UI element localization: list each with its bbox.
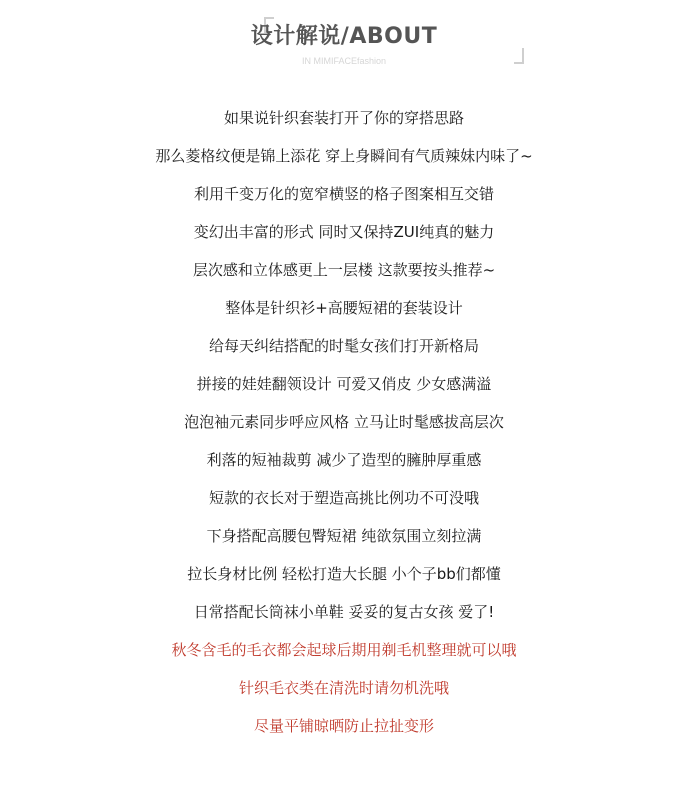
description-line: 日常搭配长筒袜小单鞋 妥妥的复古女孩 爱了! (193, 603, 495, 621)
description-line: 如果说针织套装打开了你的穿搭思路 (223, 109, 464, 127)
description-line: 利用千变万化的宽窄横竖的格子图案相互交错 (193, 185, 494, 203)
description-line: 拼接的娃娃翻领设计 可爱又俏皮 少女感满溢 (196, 375, 492, 393)
corner-bracket-bottom-right (514, 48, 524, 64)
description-line: 变幻出丰富的形式 同时又保持ZUI纯真的魅力 (193, 223, 495, 241)
description-line: 给每天纠结搭配的时髦女孩们打开新格局 (208, 337, 479, 355)
description-line: 下身搭配高腰包臀短裙 纯欲氛围立刻拉满 (206, 527, 482, 545)
care-note-line: 尽量平铺晾晒防止拉扯变形 (253, 717, 434, 735)
description-line: 拉长身材比例 轻松打造大长腿 小个子bb们都懂 (187, 565, 501, 583)
description-line: 短款的衣长对于塑造高挑比例功不可没哦 (208, 489, 479, 507)
description-line: 泡泡袖元素同步呼应风格 立马让时髦感拔高层次 (184, 413, 504, 431)
brand-subtitle: IN MIMIFACEfashion (301, 56, 387, 66)
page-title: 设计解说/ABOUT (250, 24, 438, 49)
care-note-line: 秋冬含毛的毛衣都会起球后期用剃毛机整理就可以哦 (171, 641, 517, 659)
description-line: 层次感和立体感更上一层楼 这款要按头推荐~ (192, 261, 496, 279)
care-note-line: 针织毛衣类在清洗时请勿机洗哦 (238, 679, 449, 697)
description-line: 整体是针织衫+高腰短裙的套装设计 (225, 299, 463, 317)
description-body (0, 99, 687, 745)
about-header (0, 0, 687, 80)
description-line: 那么菱格纹便是锦上添花 穿上身瞬间有气质辣妹内味了~ (155, 147, 533, 165)
description-line: 利落的短袖裁剪 减少了造型的臃肿厚重感 (206, 451, 482, 469)
